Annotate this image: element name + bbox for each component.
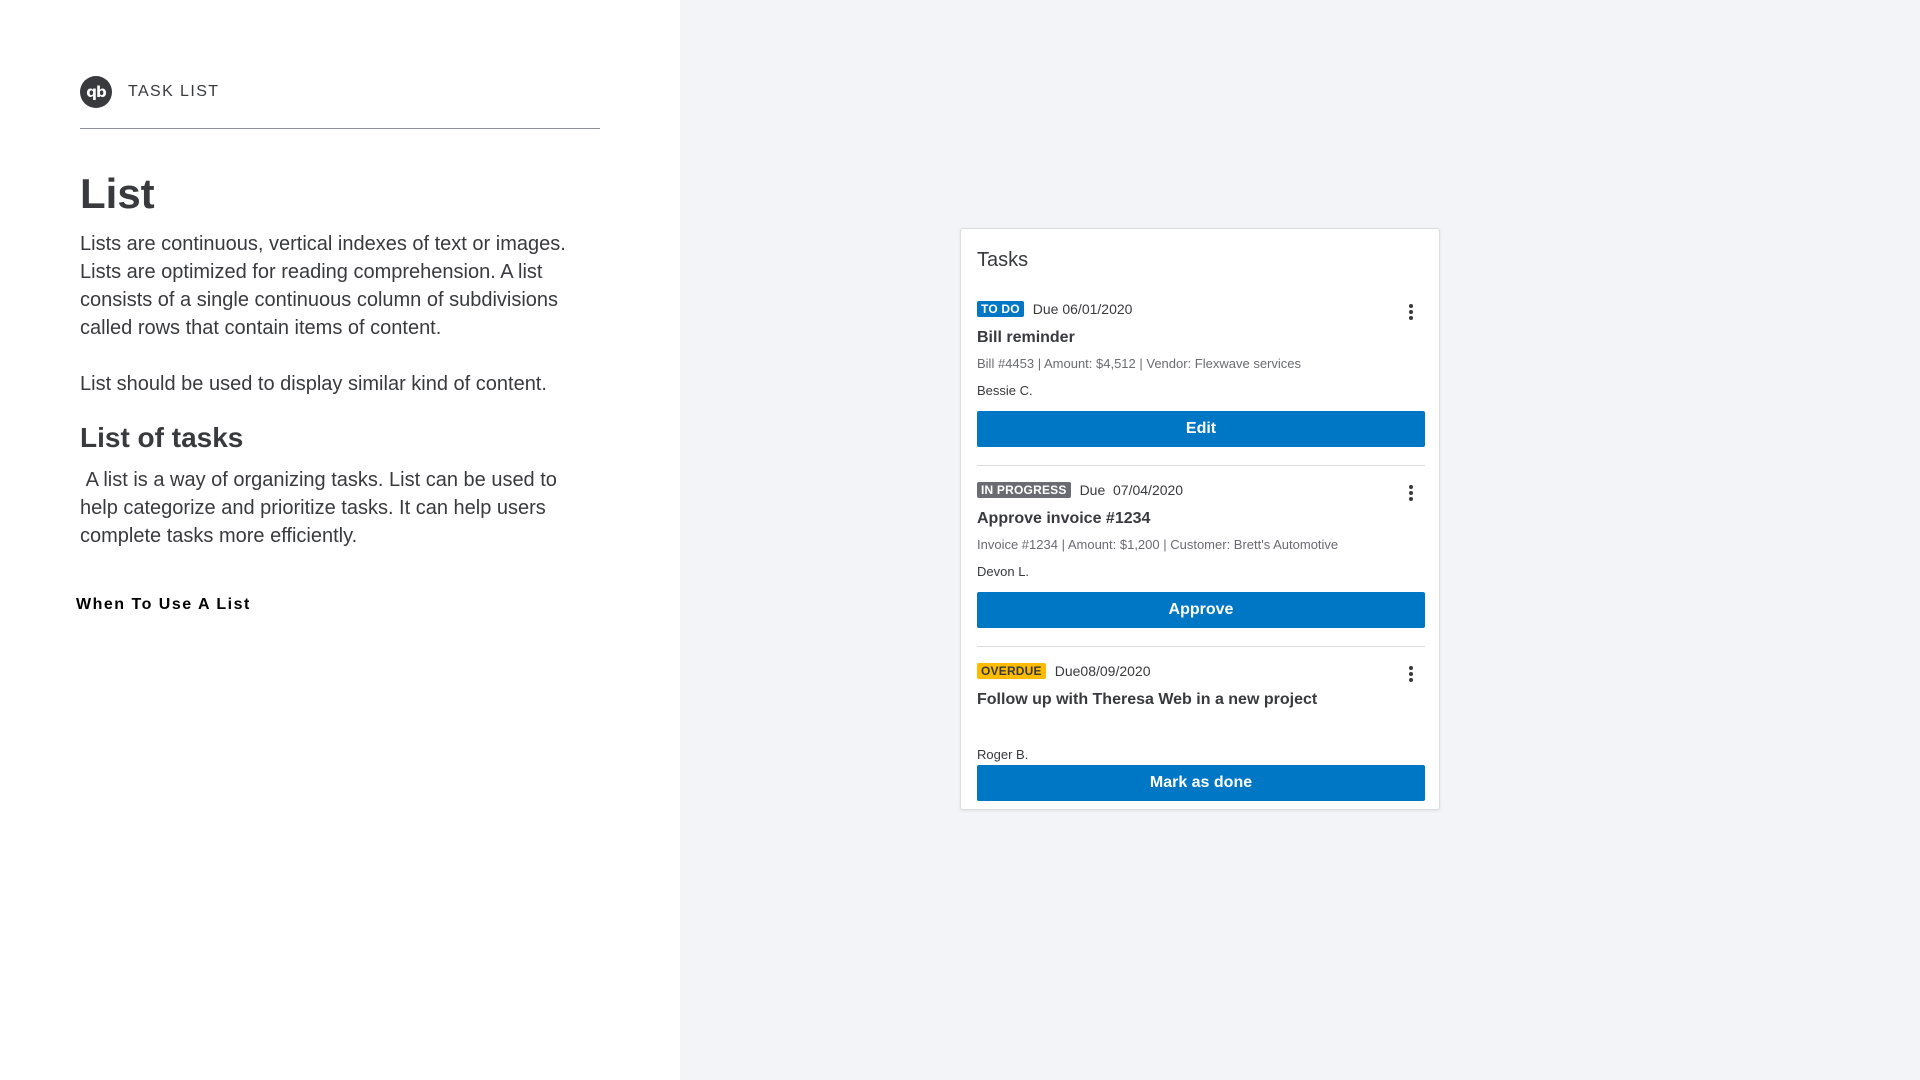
task-assignee: Bessie C. — [977, 383, 1033, 398]
task-item — [977, 480, 1425, 628]
due-date: Due 07/04/2020 — [1079, 482, 1184, 498]
section-heading: List of tasks — [80, 422, 244, 453]
tasks-card — [960, 228, 1440, 810]
status-badge: IN PROGRESS — [977, 482, 1071, 498]
card-title: Tasks — [977, 249, 1029, 271]
page-title: List — [80, 170, 155, 217]
divider — [977, 646, 1425, 647]
status-badge: TO DO — [977, 301, 1024, 317]
task-assignee: Devon L. — [977, 564, 1030, 579]
divider — [977, 465, 1425, 466]
task-name: Follow up with Theresa Web in a new project — [977, 691, 1318, 708]
edit-button[interactable]: Edit — [977, 411, 1425, 447]
approve-button[interactable]: Approve — [977, 592, 1425, 628]
when-to-use-link[interactable]: When To Use A List — [76, 596, 251, 613]
task-assignee: Roger B. — [977, 747, 1029, 762]
quickbooks-logo-icon: qb — [80, 76, 112, 108]
due-date: Due08/09/2020 — [1054, 663, 1151, 679]
header-label: TASK LIST — [128, 83, 220, 100]
task-status-row — [977, 299, 1132, 319]
intro-paragraph: Lists are continuous, vertical indexes of text or images. Lists are optimized for reading comprehension. A list consists of a single continuous column of subdivisions called rows that contain items of content. — [80, 233, 566, 339]
task-name: Bill reminder — [977, 329, 1075, 346]
task-item — [977, 661, 1425, 801]
task-details: Invoice #1234 | Amount: $1,200 | Customer: Brett's Automotive — [977, 537, 1339, 552]
status-badge: OVERDUE — [977, 663, 1046, 679]
header — [80, 76, 219, 108]
task-name: Approve invoice #1234 — [977, 510, 1151, 527]
mark-as-done-button[interactable]: Mark as done — [977, 765, 1425, 801]
due-date: Due 06/01/2020 — [1032, 301, 1133, 317]
more-options-icon[interactable] — [1405, 302, 1417, 322]
task-status-row — [977, 661, 1151, 681]
more-options-icon[interactable] — [1405, 664, 1417, 684]
task-item — [977, 299, 1425, 447]
task-status-row — [977, 480, 1183, 500]
more-options-icon[interactable] — [1405, 483, 1417, 503]
section-paragraph: A list is a way of organizing tasks. List can be used to help categorize and prioritize tasks. It can help users complete tasks more efficiently. — [80, 469, 563, 547]
left-panel — [0, 0, 680, 1080]
header-divider — [80, 128, 600, 129]
usage-paragraph: List should be used to display similar kind of content. — [80, 373, 547, 395]
task-details: Bill #4453 | Amount: $4,512 | Vendor: Flexwave services — [977, 356, 1301, 371]
